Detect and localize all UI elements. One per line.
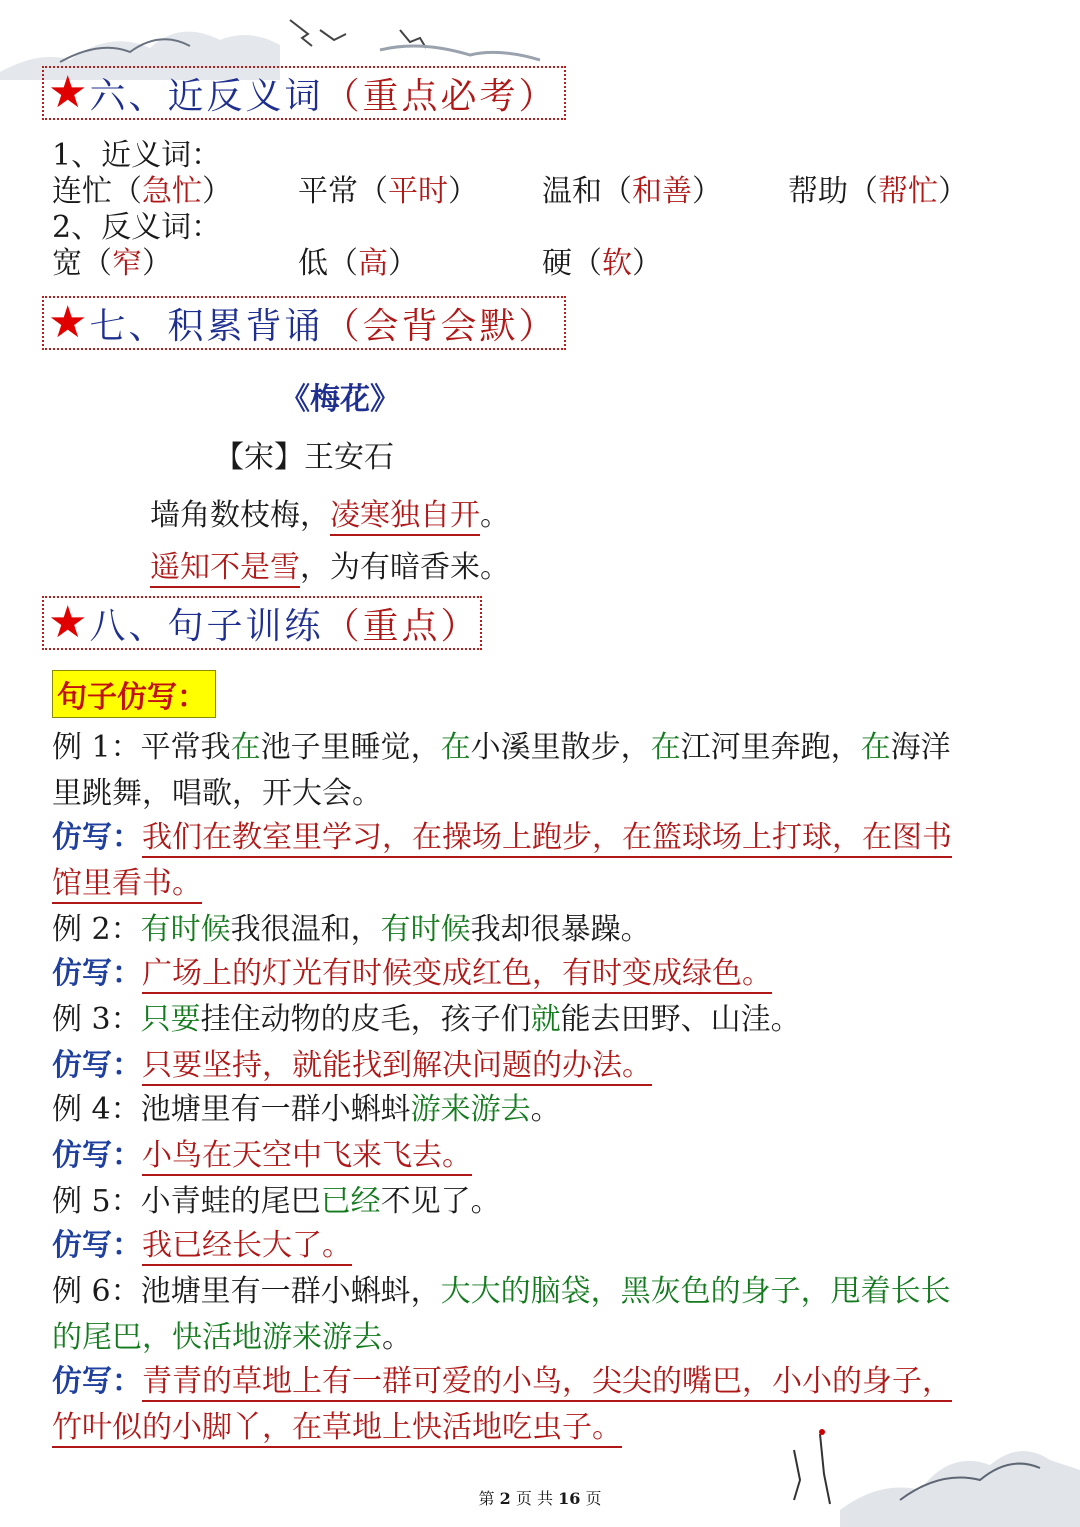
example-6-cont: 的尾巴，快活地游来游去。 xyxy=(52,1320,412,1355)
example-6: 例 6：池塘里有一群小蝌蚪，大大的脑袋，黑灰色的身子，甩着长长 xyxy=(52,1274,951,1309)
current-page: 2 xyxy=(499,1489,511,1508)
imitation-2: 仿写：广场上的灯光有时候变成红色，有时变成绿色。 xyxy=(52,954,772,994)
synonym-pair: 温和（和善） xyxy=(542,174,722,209)
imitation-5: 仿写：我已经长大了。 xyxy=(52,1226,352,1266)
section-note: （会背会默） xyxy=(323,305,558,347)
imitation-1-cont: 馆里看书。 xyxy=(52,864,202,904)
example-5: 例 5：小青蛙的尾巴已经不见了。 xyxy=(52,1184,501,1219)
total-pages: 16 xyxy=(558,1489,581,1508)
poem-title: 《梅花》 xyxy=(280,382,400,417)
poem-line-2: 遥知不是雪，为有暗香来。 xyxy=(150,542,510,586)
bottom-ink-decoration xyxy=(780,1420,1080,1527)
example-1: 例 1：平常我在池子里睡觉，在小溪里散步，在江河里奔跑，在海洋 xyxy=(52,730,951,765)
antonym-pair: 硬（软） xyxy=(542,246,662,281)
section-heading-synonyms-antonyms xyxy=(42,66,566,120)
poem-line-1: 墙角数枝梅，凌寒独自开。 xyxy=(150,490,510,534)
imitation-6-cont: 竹叶似的小脚丫，在草地上快活地吃虫子。 xyxy=(52,1408,622,1448)
highlight-label: 句子仿写： xyxy=(52,670,216,718)
synonym-label: 1、近义词： xyxy=(52,138,222,173)
section-note: （重点必考） xyxy=(323,75,558,117)
example-2: 例 2：有时候我很温和，有时候我却很暴躁。 xyxy=(52,912,651,947)
section-title: 七、积累背诵 xyxy=(89,305,324,347)
section-heading-recitation xyxy=(42,296,566,350)
synonym-pair: 平常（平时） xyxy=(298,174,478,209)
section-title: 六、近反义词 xyxy=(89,75,324,117)
star-icon: ★ xyxy=(48,67,88,118)
synonym-pair: 连忙（急忙） xyxy=(52,174,232,209)
poem-author: 【宋】王安石 xyxy=(214,440,394,475)
page-footer: 第 2 页 共 16 页 xyxy=(478,1489,602,1508)
synonym-pair: 帮助（帮忙） xyxy=(788,174,968,209)
section-title: 八、句子训练 xyxy=(89,605,324,647)
section-heading-sentence-training xyxy=(42,596,482,650)
star-icon: ★ xyxy=(48,297,88,348)
star-icon: ★ xyxy=(48,597,88,648)
example-1-cont: 里跳舞，唱歌，开大会。 xyxy=(52,776,382,811)
imitation-1: 仿写：我们在教室里学习，在操场上跑步，在篮球场上打球，在图书 xyxy=(52,818,952,858)
antonym-pair: 宽（窄） xyxy=(52,246,172,281)
example-3: 例 3：只要挂住动物的皮毛，孩子们就能去田野、山洼。 xyxy=(52,1002,801,1037)
section-note: （重点） xyxy=(323,605,480,647)
antonym-label: 2、反义词： xyxy=(52,210,222,245)
imitation-4: 仿写：小鸟在天空中飞来飞去。 xyxy=(52,1136,472,1176)
imitation-3: 仿写：只要坚持，就能找到解决问题的办法。 xyxy=(52,1046,652,1086)
imitation-6: 仿写：青青的草地上有一群可爱的小鸟，尖尖的嘴巴，小小的身子， xyxy=(52,1362,952,1402)
antonym-pair: 低（高） xyxy=(298,246,418,281)
example-4: 例 4：池塘里有一群小蝌蚪游来游去。 xyxy=(52,1092,561,1127)
